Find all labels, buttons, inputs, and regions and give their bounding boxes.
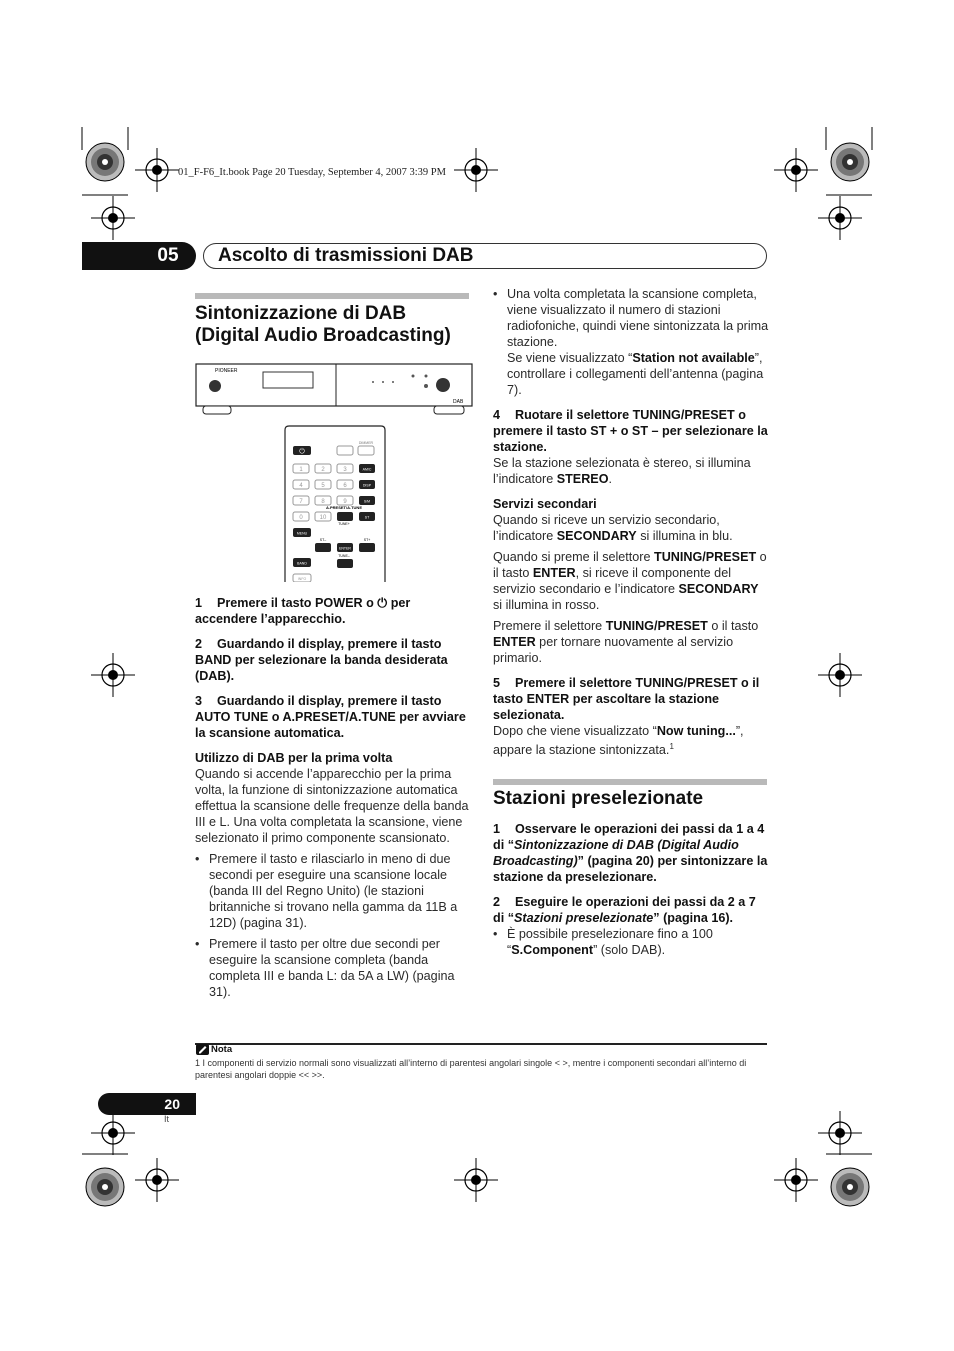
remote-tune-plus-label: TUNE+ <box>338 522 350 526</box>
step-1: 1 Premere il tasto POWER o ⏻ per accendere l’apparecchio. <box>195 596 411 626</box>
step-3: 3 Guardando il display, premere il tasto AUTO TUNE o A.PRESET/A.TUNE per avviare la scansione automatica. <box>195 694 466 740</box>
remote-apreset-label: A.PRESET/A.TUNE <box>325 505 363 510</box>
sub-heading-secondary: Servizi secondari <box>493 497 597 511</box>
step-2: 2 Guardando il display, premere il tasto BAND per selezionare la banda desiderata (DAB). <box>195 637 448 683</box>
remote-key-label: 9 <box>343 499 347 505</box>
remote-key-label: 8 <box>321 499 325 505</box>
file-header: 01_F-F6_It.book Page 20 Tuesday, September 4, 2007 3:39 PM <box>178 167 446 178</box>
preset-step-1: 1 Osservare le operazioni dei passi da 1 a 4 di “Sintonizzazione di DAB (Digital Audio Broadcasting)” (pagina 20) per sintonizzare la stazione da preselezionare. <box>493 822 768 884</box>
chapter-title: Ascolto di trasmissioni DAB <box>218 245 474 266</box>
chapter-number: 05 <box>157 245 179 266</box>
step-4-body: Se la stazione selezionata è stereo, si illumina l’indicatore STEREO. <box>493 456 751 486</box>
chapter-number-tab <box>82 242 196 270</box>
left-column <box>195 595 471 1000</box>
remote-info-label: INFO <box>297 577 307 581</box>
first-use-paragraph: Quando si accende l’apparecchio per la prima volta, la funzione di sintonizzazione automatica effettua la scansione delle frequenze della banda III e L. Una volta completata la scansione, viene selezionato il primo componente scansionato. <box>195 767 469 845</box>
sub-heading-first-use: Utilizzo di DAB per la prima volta <box>195 751 393 765</box>
remote-st-minus-label: ST– <box>319 538 327 542</box>
section-bar-2 <box>493 779 767 785</box>
page-language: It <box>164 1114 170 1124</box>
remote-st-plus-label: ST+ <box>363 538 371 542</box>
preset-step-2: 2 Eseguire le operazioni dei passi da 2 a 7 di “Stazioni preselezionate” (pagina 16). <box>493 895 756 925</box>
bullet-scan-complete: • Una volta completata la scansione completa, viene visualizzato il numero di stazioni radiofoniche, quindi viene sintonizzata la prima stazione. Se viene visualizzato “Station not available”, controllare i collegamenti dell’antenna (pagina 7). <box>493 286 769 398</box>
remote-key-label: 3 <box>343 467 347 473</box>
presets-steps <box>493 821 769 958</box>
footnote-ref: 1 <box>669 742 674 751</box>
page-number: 20 <box>98 1093 196 1115</box>
secondary-p3: Premere il selettore TUNING/PRESET o il tasto ENTER per tornare nuovamente al servizio primario. <box>493 619 759 665</box>
note-rule <box>195 1043 767 1045</box>
bullet-local-scan: • Premere il tasto e rilasciarlo in meno di due secondi per eseguire una scansione locale (banda III del Regno Unito) (le stazioni britanniche si trovano nella gamma da 11B a 12D) (pagina 31). <box>195 851 471 931</box>
step-5-body: Dopo che viene visualizzato “Now tuning...”, appare la stazione sintonizzata.$^1$ <box>493 724 744 758</box>
device-brand: PIONEER <box>215 368 238 374</box>
remote-key-label: 1 <box>299 467 303 473</box>
remote-menu-label: MENU <box>296 531 308 536</box>
remote-band-label: BAND <box>297 561 307 566</box>
preset-bullet: • È possibile preselezionare fino a 100 “S.Component” (solo DAB). <box>493 926 769 958</box>
note-text: 1 I componenti di servizio normali sono visualizzati all’interno di parentesi angolari singole < >, mentre i componenti secondari all’interno di parentesi angolari doppie << >>. <box>195 1058 747 1080</box>
dab-tuner-illustration <box>193 362 475 420</box>
power-symbol: ⏻ <box>299 448 305 456</box>
secondary-p1: Quando si riceve un servizio secondario, l’indicatore SECONDARY si illumina in blu. <box>493 513 733 543</box>
remote-key-label: 10 <box>319 515 327 521</box>
step-5: 5 Premere il selettore TUNING/PRESET o il tasto ENTER per ascoltare la stazione selezionata. <box>493 676 760 722</box>
remote-side-key-label: DISP <box>362 483 372 488</box>
section-bar <box>195 293 469 299</box>
remote-enter-label: ENTER <box>339 546 351 551</box>
remote-control-illustration <box>281 424 389 582</box>
remote-key-label: 6 <box>343 483 347 489</box>
remote-key-label: 7 <box>299 499 303 505</box>
remote-key-label: 0 <box>299 515 303 521</box>
right-column <box>493 286 769 758</box>
bullet-full-scan: • Premere il tasto per oltre due secondi per eseguire la scansione completa (banda completa III e banda L: da 5A a LW) (pagina 31). <box>195 936 471 1000</box>
remote-key-label: 2 <box>321 467 325 473</box>
note-label: Nota <box>211 1044 233 1055</box>
secondary-p2: Quando si preme il selettore TUNING/PRESET o il tasto ENTER, si riceve il componente del servizio secondario e l’indicatore SECONDARY si illumina in rosso. <box>493 550 767 612</box>
step-4: 4 Ruotare il selettore TUNING/PRESET o premere il tasto ST + o ST – per selezionare la stazione. <box>493 408 768 454</box>
remote-side-key-label: ST <box>364 515 370 520</box>
section-title-presets: Stazioni preselezionate <box>493 788 704 809</box>
remote-dimmer-label: DIMMER <box>358 441 374 445</box>
remote-key-label: 4 <box>299 483 303 489</box>
device-dab-label: DAB <box>453 399 464 405</box>
remote-key-label: 5 <box>321 483 325 489</box>
remote-side-key-label: S/M <box>363 499 371 504</box>
remote-tune-minus-label: TUNE– <box>338 554 350 558</box>
remote-side-key-label: AM/C <box>362 467 372 472</box>
section-title: Sintonizzazione di DAB (Digital Audio Broadcasting) <box>195 303 451 346</box>
note-pencil-icon <box>196 1044 209 1055</box>
